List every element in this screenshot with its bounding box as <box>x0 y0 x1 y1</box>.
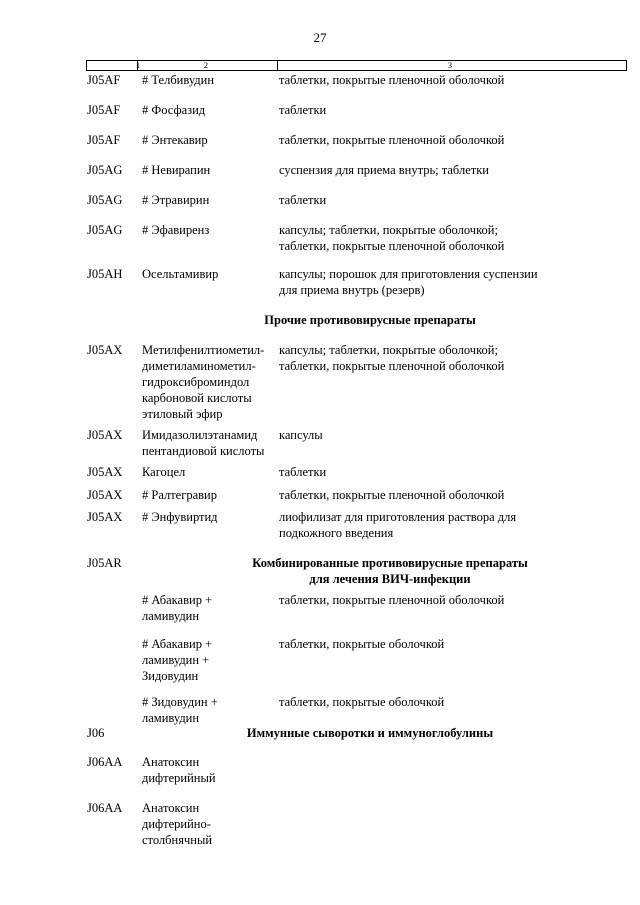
dosage-form-line: лиофилизат для приготовления раствора для <box>279 510 517 524</box>
atc-code: J06AA <box>87 755 123 769</box>
dosage-form-line: таблетки, покрытые оболочкой <box>279 695 445 709</box>
section-title-line: Прочие противовирусные препараты <box>264 313 476 327</box>
atc-code: J05AH <box>87 267 123 281</box>
dosage-form-line: подкожного введения <box>279 526 394 540</box>
drug-name-line: # Невирапин <box>142 163 211 177</box>
drug-name <box>142 192 272 208</box>
dosage-form <box>279 72 569 88</box>
header-col-2: 2 <box>204 61 208 70</box>
drug-name-line: карбоновой кислоты <box>142 391 252 405</box>
atc-code: J05AX <box>87 465 123 479</box>
dosage-form-line: таблетки <box>279 193 327 207</box>
dosage-form-line: таблетки, покрытые пленочной оболочкой <box>279 359 505 373</box>
drug-name <box>142 754 272 786</box>
header-col-3: 3 <box>448 61 452 70</box>
drug-name <box>142 162 272 178</box>
table-header <box>86 60 627 71</box>
drug-name-line: ламивудин <box>142 609 200 623</box>
atc-code: J06AA <box>87 801 123 815</box>
drug-name-line: ламивудин + <box>142 653 210 667</box>
dosage-form <box>279 509 569 541</box>
dosage-form <box>279 132 569 148</box>
drug-name <box>142 342 272 422</box>
header-col-1: 1 <box>136 61 140 70</box>
drug-name-line: Анатоксин <box>142 801 200 815</box>
section-code: J05AR <box>87 556 122 570</box>
dosage-form <box>279 592 569 608</box>
dosage-form <box>279 222 569 254</box>
drug-name-line: # Телбивудин <box>142 73 215 87</box>
drug-name <box>142 266 272 282</box>
drug-name-line: # Ралтегравир <box>142 488 217 502</box>
dosage-form <box>279 636 569 652</box>
drug-name <box>142 509 272 525</box>
dosage-form <box>279 487 569 503</box>
dosage-form <box>279 266 569 298</box>
drug-name <box>142 102 272 118</box>
dosage-form <box>279 464 569 480</box>
dosage-form <box>279 162 569 178</box>
atc-code: J05AF <box>87 73 121 87</box>
drug-name-line: этиловый эфир <box>142 407 223 421</box>
atc-code: J05AX <box>87 510 123 524</box>
section-title-line: Комбинированные противовирусные препараты <box>252 556 528 570</box>
atc-code: J05AG <box>87 193 123 207</box>
drug-name <box>142 487 272 503</box>
dosage-form-line: капсулы; порошок для приготовления суспензии <box>279 267 538 281</box>
atc-code: J05AX <box>87 488 123 502</box>
drug-name-line: дифтерийно- <box>142 817 211 831</box>
drug-name-line: дифтерийный <box>142 771 216 785</box>
dosage-form <box>279 342 569 374</box>
drug-name-line: Зидовудин <box>142 669 199 683</box>
section-title-line: Иммунные сыворотки и иммуноглобулины <box>246 726 494 740</box>
atc-code: J05AX <box>87 343 123 357</box>
dosage-form-line: капсулы; таблетки, покрытые оболочкой; <box>279 343 498 357</box>
drug-name-line: диметиламинометил- <box>142 359 256 373</box>
dosage-form-line: таблетки, покрытые пленочной оболочкой <box>279 239 505 253</box>
dosage-form-line: суспензия для приема внутрь; таблетки <box>279 163 489 177</box>
atc-code: J05AF <box>87 133 121 147</box>
drug-name-line: ламивудин <box>142 711 200 725</box>
drug-name-line: пентандиовой кислоты <box>142 444 265 458</box>
drug-name-line: # Энфувиртид <box>142 510 218 524</box>
drug-name <box>142 427 272 459</box>
dosage-form-line: для приема внутрь (резерв) <box>279 283 425 297</box>
drug-name <box>142 592 272 624</box>
drug-name-line: # Фосфазид <box>142 103 206 117</box>
dosage-form-line: таблетки, покрытые оболочкой <box>279 637 445 651</box>
dosage-form <box>279 102 569 118</box>
dosage-form-line: таблетки, покрытые пленочной оболочкой <box>279 593 505 607</box>
drug-name-line: Осельтамивир <box>142 267 219 281</box>
drug-name-line: Имидазолилэтанамид <box>142 428 258 442</box>
atc-code: J05AF <box>87 103 121 117</box>
dosage-form-line: таблетки, покрытые пленочной оболочкой <box>279 133 505 147</box>
section-title <box>160 725 580 741</box>
drug-name <box>142 72 272 88</box>
dosage-form-line: капсулы <box>279 428 323 442</box>
section-title <box>160 555 620 587</box>
dosage-form-line: таблетки, покрытые пленочной оболочкой <box>279 73 505 87</box>
dosage-form <box>279 427 569 443</box>
drug-name-line: # Абакавир + <box>142 637 213 651</box>
section-title <box>140 312 600 328</box>
section-title-line: для лечения ВИЧ-инфекции <box>309 572 471 586</box>
atc-code: J05AG <box>87 163 123 177</box>
dosage-form <box>279 694 569 710</box>
atc-code: J05AG <box>87 223 123 237</box>
drug-name <box>142 636 272 684</box>
drug-name-line: # Эфавиренз <box>142 223 210 237</box>
section-code: J06 <box>87 726 105 740</box>
drug-name <box>142 464 272 480</box>
drug-name-line: Кагоцел <box>142 465 186 479</box>
drug-name <box>142 694 272 726</box>
drug-name-line: # Этравирин <box>142 193 210 207</box>
drug-name-line: столбнячный <box>142 833 213 847</box>
drug-name-line: гидроксиброминдол <box>142 375 250 389</box>
dosage-form-line: таблетки, покрытые пленочной оболочкой <box>279 488 505 502</box>
drug-name-line: # Зидовудин + <box>142 695 218 709</box>
atc-code: J05AX <box>87 428 123 442</box>
dosage-form-line: капсулы; таблетки, покрытые оболочкой; <box>279 223 498 237</box>
dosage-form-line: таблетки <box>279 465 327 479</box>
drug-name-line: Анатоксин <box>142 755 200 769</box>
drug-name <box>142 800 272 848</box>
drug-name-line: Метилфенилтиометил- <box>142 343 265 357</box>
page-number: 27 <box>313 30 327 45</box>
drug-name <box>142 222 272 238</box>
drug-name-line: # Энтекавир <box>142 133 208 147</box>
dosage-form <box>279 192 569 208</box>
drug-name-line: # Абакавир + <box>142 593 213 607</box>
dosage-form-line: таблетки <box>279 103 327 117</box>
drug-name <box>142 132 272 148</box>
